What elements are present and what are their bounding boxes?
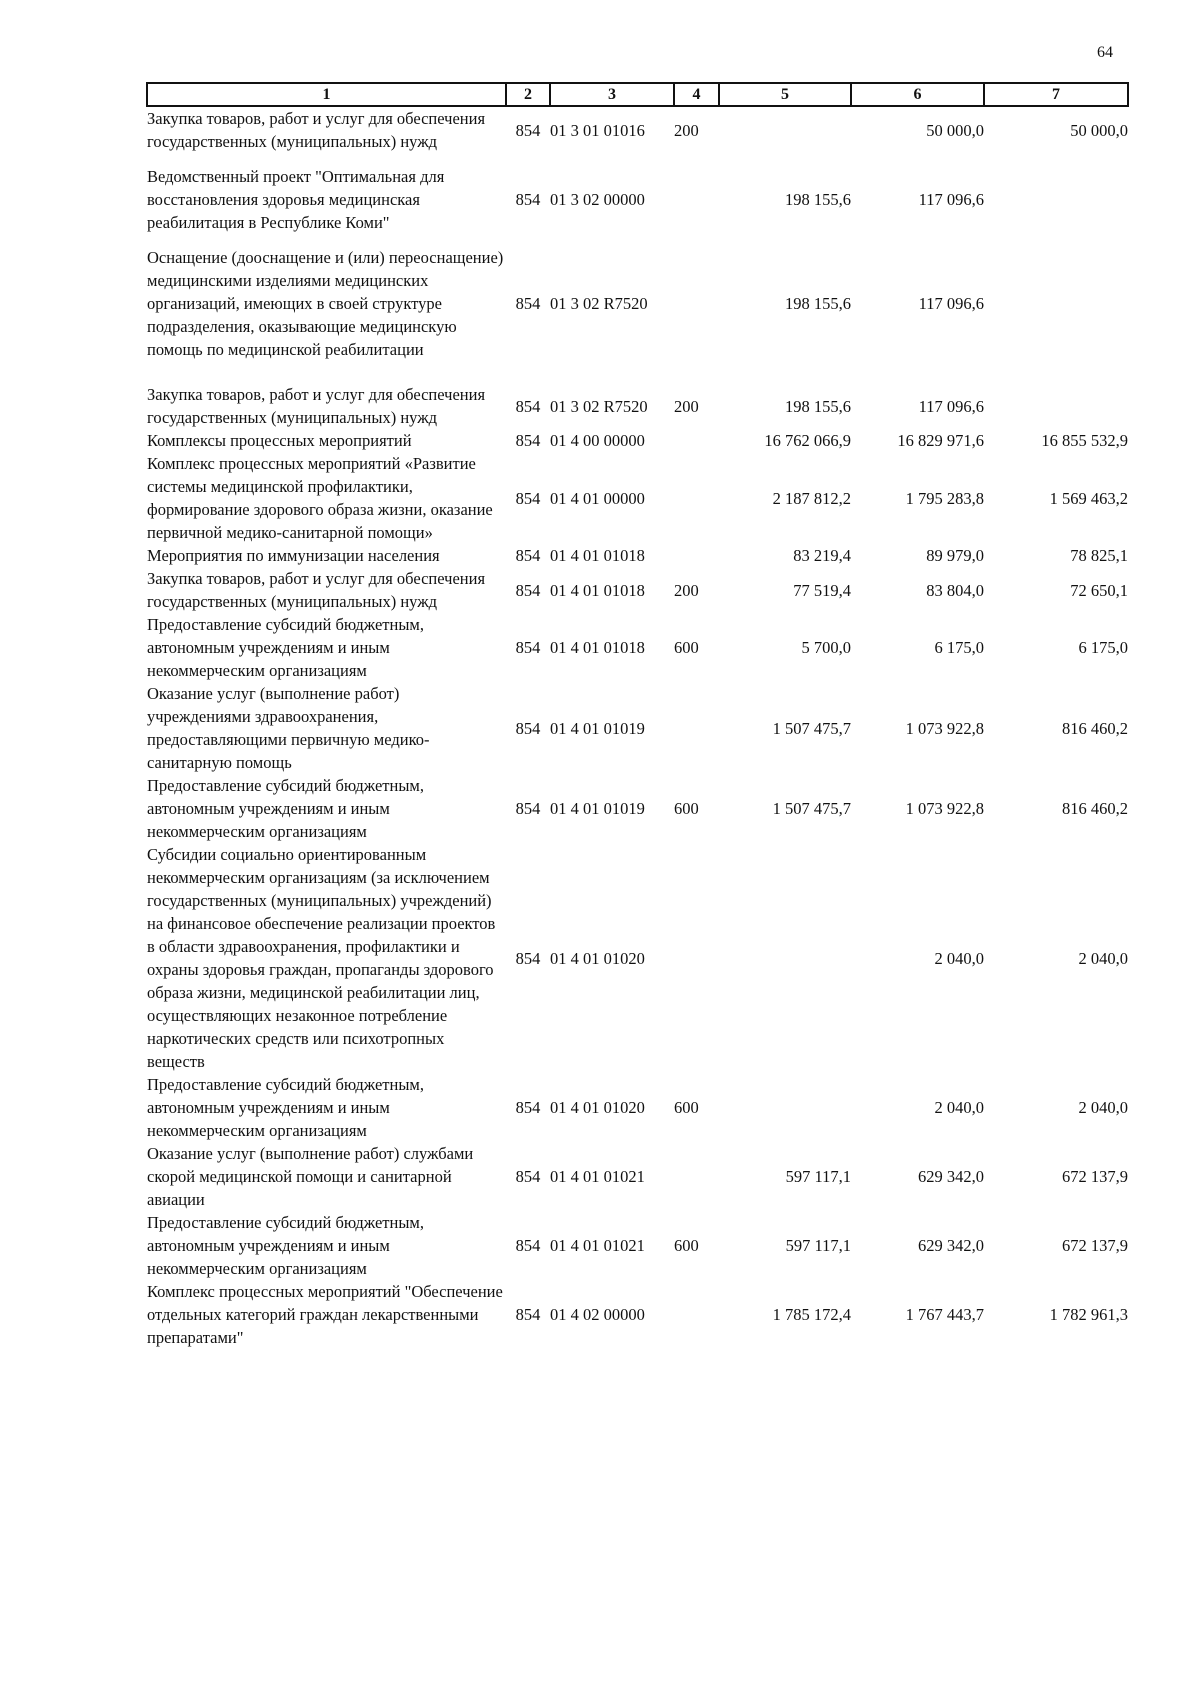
row-target-code: 01 4 01 01020 xyxy=(550,1098,645,1117)
row-admin-code: 854 xyxy=(515,1305,541,1324)
header-col-4: 4 xyxy=(674,83,719,106)
row-target-code: 01 4 01 01019 xyxy=(550,799,645,818)
row-amount-year2: 1 073 922,8 xyxy=(905,799,984,818)
row-amount-year3: 78 825,1 xyxy=(1070,546,1128,565)
row-amount-year3: 672 137,9 xyxy=(1062,1167,1128,1186)
row-amount-year1: 16 762 066,9 xyxy=(764,431,851,450)
row-name: Субсидии социально ориентированным некоммерческим организациям (за исключением государственных (муниципальных) учреждений) на финансовое обеспечение реализации проектов в области здравоохранения, профилактики и охраны здоровья граждан, пропаганды здорового образа жизни, медицинской реабилитации лиц, осуществляющих незаконное потребление наркотических средств или психотропных веществ xyxy=(147,845,496,1071)
table-row xyxy=(147,1073,1128,1142)
table-row xyxy=(147,452,1128,544)
row-amount-year2: 1 767 443,7 xyxy=(905,1305,984,1324)
row-name: Комплексы процессных мероприятий xyxy=(147,431,412,450)
row-amount-year1: 198 155,6 xyxy=(785,294,851,313)
row-name: Оснащение (дооснащение и (или) переоснащение) медицинскими изделиями медицинских организаций, имеющих в своей структуре подразделения, оказывающие медицинскую помощь по медицинской реабилитации xyxy=(147,248,504,359)
table-row xyxy=(147,682,1128,774)
row-name: Предоставление субсидий бюджетным, автономным учреждениям и иным некоммерческим организациям xyxy=(147,776,424,841)
row-name: Комплекс процессных мероприятий "Обеспечение отдельных категорий граждан лекарственными препаратами" xyxy=(147,1282,503,1347)
row-expense-type xyxy=(674,429,719,452)
row-name: Мероприятия по иммунизации населения xyxy=(147,546,440,565)
header-row xyxy=(147,83,1128,106)
row-amount-year3: 816 460,2 xyxy=(1062,718,1128,738)
row-expense-type xyxy=(674,682,719,774)
row-amount-year2: 6 175,0 xyxy=(934,638,984,657)
row-amount-year1: 1 507 475,7 xyxy=(772,718,851,738)
table-row xyxy=(147,1280,1128,1349)
row-expense-type: 200 xyxy=(674,120,699,140)
table-row xyxy=(147,613,1128,682)
row-name: Закупка товаров, работ и услуг для обеспечения государственных (муниципальных) нужд xyxy=(147,569,486,611)
row-amount-year1: 77 519,4 xyxy=(793,580,851,600)
row-amount-year1: 198 155,6 xyxy=(785,190,851,209)
row-amount-year2: 2 040,0 xyxy=(934,948,984,968)
row-amount-year2: 16 829 971,6 xyxy=(897,431,984,450)
row-amount-year1 xyxy=(719,1073,851,1142)
row-amount-year2: 83 804,0 xyxy=(926,580,984,600)
table-row xyxy=(147,106,1128,165)
row-amount-year3 xyxy=(984,383,1128,429)
table-row xyxy=(147,843,1128,1073)
row-amount-year1: 5 700,0 xyxy=(801,638,851,657)
row-amount-year1 xyxy=(719,843,851,1073)
table-row xyxy=(147,383,1128,429)
row-amount-year1: 2 187 812,2 xyxy=(772,488,851,508)
row-target-code: 01 4 00 00000 xyxy=(550,431,645,450)
row-target-code: 01 3 02 R7520 xyxy=(550,396,648,416)
row-amount-year3: 1 569 463,2 xyxy=(1049,488,1128,508)
row-target-code: 01 4 01 01018 xyxy=(550,638,645,657)
row-admin-code: 854 xyxy=(515,546,541,565)
row-expense-type xyxy=(674,843,719,1073)
row-amount-year3: 2 040,0 xyxy=(1078,1098,1128,1117)
row-amount-year3: 50 000,0 xyxy=(1070,120,1128,140)
header-col-1: 1 xyxy=(147,83,506,106)
row-admin-code: 854 xyxy=(515,948,541,968)
table-row xyxy=(147,165,1128,246)
row-name: Предоставление субсидий бюджетным, автономным учреждениям и иным некоммерческим организациям xyxy=(147,1213,424,1278)
header-col-5: 5 xyxy=(719,83,851,106)
row-amount-year1: 83 219,4 xyxy=(793,546,851,565)
header-col-2: 2 xyxy=(506,83,550,106)
row-amount-year2: 117 096,6 xyxy=(918,396,984,416)
row-name: Комплекс процессных мероприятий «Развитие системы медицинской профилактики, формирование здорового образа жизни, оказание первичной медико-санитарной помощи» xyxy=(147,454,493,542)
table-row xyxy=(147,567,1128,613)
table-row xyxy=(147,1142,1128,1211)
row-target-code: 01 3 02 00000 xyxy=(550,190,645,209)
row-admin-code: 854 xyxy=(515,1098,541,1117)
row-admin-code: 854 xyxy=(515,120,541,140)
table-row xyxy=(147,1211,1128,1280)
row-target-code: 01 4 02 00000 xyxy=(550,1305,645,1324)
row-target-code: 01 4 01 01018 xyxy=(550,580,645,600)
table-row xyxy=(147,429,1128,452)
page-number: 64 xyxy=(1097,44,1113,61)
row-name: Закупка товаров, работ и услуг для обеспечения государственных (муниципальных) нужд xyxy=(147,109,486,151)
table-row xyxy=(147,246,1128,383)
row-target-code: 01 3 01 01016 xyxy=(550,120,645,140)
row-amount-year3: 72 650,1 xyxy=(1070,580,1128,600)
row-expense-type xyxy=(674,246,719,383)
row-admin-code: 854 xyxy=(515,638,541,657)
row-name: Оказание услуг (выполнение работ) учреждениями здравоохранения, предоставляющими первичную медико-санитарную помощь xyxy=(147,684,430,772)
row-target-code: 01 4 01 00000 xyxy=(550,488,645,508)
row-target-code: 01 4 01 01020 xyxy=(550,948,645,968)
row-target-code: 01 3 02 R7520 xyxy=(550,294,648,313)
row-amount-year1: 597 117,1 xyxy=(785,1236,851,1255)
row-admin-code: 854 xyxy=(515,396,541,416)
row-expense-type xyxy=(674,1142,719,1211)
row-amount-year2: 1 073 922,8 xyxy=(905,718,984,738)
row-name: Закупка товаров, работ и услуг для обеспечения государственных (муниципальных) нужд xyxy=(147,385,486,427)
row-expense-type: 600 xyxy=(674,1098,699,1117)
row-amount-year2: 629 342,0 xyxy=(918,1236,984,1255)
row-amount-year2: 1 795 283,8 xyxy=(905,488,984,508)
table-row xyxy=(147,544,1128,567)
table-row xyxy=(147,774,1128,843)
row-name: Предоставление субсидий бюджетным, автономным учреждениям и иным некоммерческим организациям xyxy=(147,1075,424,1140)
header-col-6: 6 xyxy=(851,83,984,106)
row-amount-year3: 6 175,0 xyxy=(1078,638,1128,657)
row-amount-year1 xyxy=(719,106,851,165)
row-amount-year2: 50 000,0 xyxy=(926,120,984,140)
row-name: Оказание услуг (выполнение работ) службами скорой медицинской помощи и санитарной авиации xyxy=(147,1144,474,1209)
row-amount-year3: 816 460,2 xyxy=(1062,799,1128,818)
row-amount-year1: 1 507 475,7 xyxy=(772,799,851,818)
row-amount-year2: 89 979,0 xyxy=(926,546,984,565)
row-amount-year2: 2 040,0 xyxy=(934,1098,984,1117)
row-target-code: 01 4 01 01019 xyxy=(550,718,645,738)
row-admin-code: 854 xyxy=(515,580,541,600)
row-target-code: 01 4 01 01021 xyxy=(550,1167,645,1186)
row-admin-code: 854 xyxy=(515,294,541,313)
row-expense-type xyxy=(674,165,719,246)
row-admin-code: 854 xyxy=(515,1167,541,1186)
row-amount-year1: 1 785 172,4 xyxy=(772,1305,851,1324)
row-amount-year1: 198 155,6 xyxy=(785,396,851,416)
row-amount-year3: 1 782 961,3 xyxy=(1049,1305,1128,1324)
row-amount-year2: 629 342,0 xyxy=(918,1167,984,1186)
row-name: Ведомственный проект "Оптимальная для восстановления здоровья медицинская реабилитация в Республике Коми" xyxy=(147,167,445,232)
header-col-7: 7 xyxy=(984,83,1128,106)
row-expense-type: 600 xyxy=(674,1236,699,1255)
row-expense-type: 600 xyxy=(674,799,699,818)
row-amount-year3 xyxy=(984,165,1128,246)
row-expense-type xyxy=(674,1280,719,1349)
row-expense-type: 600 xyxy=(674,638,699,657)
row-admin-code: 854 xyxy=(515,799,541,818)
row-expense-type: 200 xyxy=(674,396,699,416)
row-expense-type xyxy=(674,544,719,567)
row-amount-year3: 672 137,9 xyxy=(1062,1236,1128,1255)
row-amount-year2: 117 096,6 xyxy=(918,294,984,313)
header-col-3: 3 xyxy=(550,83,674,106)
row-amount-year3: 16 855 532,9 xyxy=(1041,431,1128,450)
row-admin-code: 854 xyxy=(515,488,541,508)
row-admin-code: 854 xyxy=(515,431,541,450)
row-amount-year3: 2 040,0 xyxy=(1078,948,1128,968)
row-target-code: 01 4 01 01021 xyxy=(550,1236,645,1255)
row-admin-code: 854 xyxy=(515,718,541,738)
row-admin-code: 854 xyxy=(515,1236,541,1255)
budget-table xyxy=(146,82,1129,1349)
row-target-code: 01 4 01 01018 xyxy=(550,546,645,565)
row-name: Предоставление субсидий бюджетным, автономным учреждениям и иным некоммерческим организациям xyxy=(147,615,424,680)
row-expense-type: 200 xyxy=(674,580,699,600)
row-amount-year2: 117 096,6 xyxy=(918,190,984,209)
row-expense-type xyxy=(674,452,719,544)
row-amount-year1: 597 117,1 xyxy=(785,1167,851,1186)
row-amount-year3 xyxy=(984,246,1128,383)
row-admin-code: 854 xyxy=(515,190,541,209)
